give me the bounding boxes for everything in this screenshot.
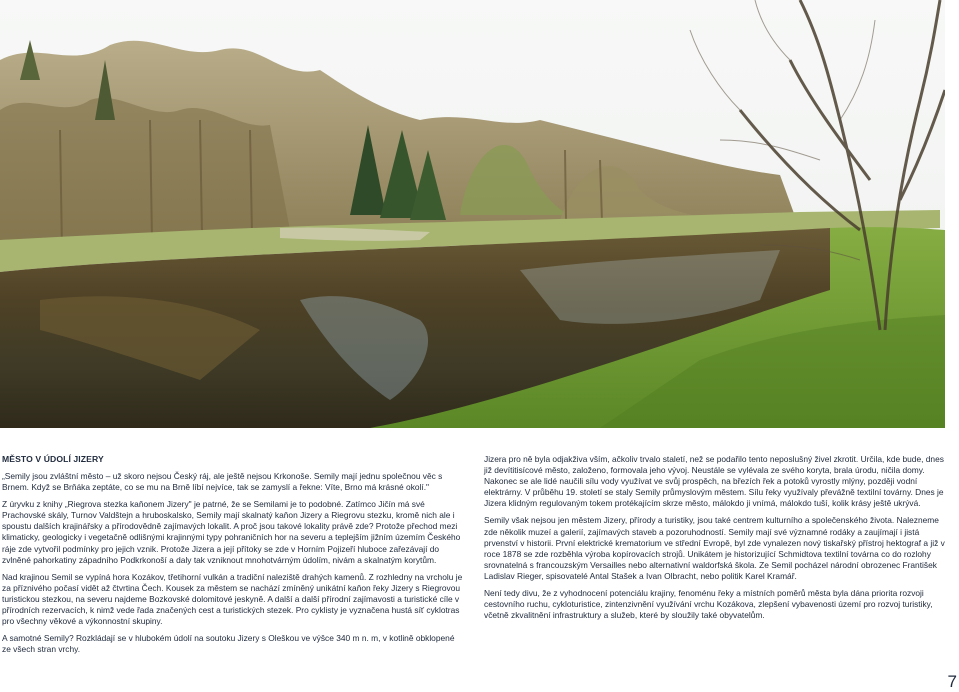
page-number: 7 — [947, 672, 957, 691]
right-text-column — [484, 454, 946, 627]
paragraph-culture: Semily však nejsou jen městem Jizery, přírody a turistiky, jsou také centrem kulturního a společenského života. Nalezneme zde několik muzeí a galerií, zajímavých staveb a pozoruhodností. Semily mají své významné rodáky a zaujímají i jistá prvenství v historii. První elektrické krematorium ve střední Evropě, byl zde vynalezen nový tiskařský přístroj hektograf a již v roce 1878 se zde rozběhla výroba kopírovacích strojů. Unikátem je historizující Schmidtova textilní továrna co do rozlohy srovnatelná s francouzským Versailles nebo alternativní waldorfská škola. Ze Semil pocházel národní obrozenec František Ladislav Rieger, spisovatelé Antal Stašek a Ivan Olbracht, nebo politik Karel Kramář. — [484, 515, 945, 581]
paragraph-kozakov: Nad krajinou Semil se vypíná hora Kozákov, třetihorní vulkán a tradiční naleziště drahých kamenů. Z rozhledny na vrcholu je za příznivého počasí vidět až čtvrtina Čech. Kousek za městem se nachází zmíněný unikátní kaňon řeky Jizery s Riegrovou turistickou stezkou, na severu najdeme Bozkovské dolomitové jeskyně. A další a další přírodní zajímavosti a turistické cíle v přírodních rezervacích, k nimž vede řada značených cest a turistických stezek. Pro cyklisty je vyznačena hustá síť cyklotras pro všechny věkové a výkonnostní skupiny. — [2, 571, 463, 627]
paragraph-tourism-priority: Není tedy divu, že z vyhodnocení potenciálu krajiny, fenoménu řeky a místních poměrů města byla dána priorita rozvoji cestovního ruchu, cykloturistice, zintenzivnění využívání vrchu Kozákova, zlepšení vybavenosti území pro rozvoj turistiky, včetně zkvalitnění infrastruktury a služeb, které by sloužily také obyvatelům. — [484, 588, 933, 621]
paragraph-jizera-history: Jizera pro ně byla odjakživa vším, ačkoliv trvalo staletí, než se podařilo tento neposlušný živel zkrotit. Určila, kde bude, dnes již devítitisícové město, založeno, formovala jeho vývoj. Neustále se vylévala ze svého koryta, brala úrodu, ničila domy. Nakonec se ale lidé naučili sílu vody využívat ve svůj prospěch, na březích řek a potoků vyrostly mlýny, později vodní elektrárny. V průběhu 19. století se staly Semily průmyslovým městem. Sílu řeky využívaly převážně textilní továrny. Dnes je Jizera klidným regulovaným tokem protékajícím skrze město, málokdo ji vnímá, málokdo tuší, kolik krásy ještě ukrývá. — [484, 454, 944, 509]
left-text-column — [2, 454, 464, 661]
paragraph-landscape: Z úryvku z knihy „Riegrova stezka kaňonem Jizery" je patrné, že se Semilami je to podobné. Zatímco Jičín má své Prachovské skály, Turnov Valdštejn a hruboskalsko, Semily mají skalnatý kaňon Jizery a Riegrovu stezku, kromě nich ale i spoustu dalších krajinářsky a přírodovědně zajímavých lokalit. A proč jsou takové lokality právě zde? Protože přechod mezi klimaticky, geologicky i vegetačně odlišnými krajinnými typy pohraničních hor na severu a teplejším jižním územím Českého ráje zde vytvořil podmínky pro jejich vznik. Protože Jizera a její přítoky se zde v Horním Pojizeří hluboce zařezávají do zvlněné pahorkatiny západního Podkrkonoší a daly tak vzniknout mnohotvárným údolím, nivám a skalnatým korytům. — [2, 499, 461, 565]
intro-quote: „Semily jsou zvláštní město – už skoro nejsou Český ráj, ale ještě nejsou Krkonoše. Semily mají jednu společnou věc s Brnem. Když se Brňáka zeptáte, co se mu na Brně líbí nejvíce, tak se zamyslí a řekne: Víte, Brno má krásné okolí." — [2, 471, 443, 493]
section-heading: MĚSTO V ÚDOLÍ JIZERY — [2, 454, 104, 464]
paragraph-semily-location: A samotné Semily? Rozkládají se v hlubokém údolí na soutoku Jizery s Oleškou ve výšce 340 m n. m, v kotlině obklopené ze všech stran vrchy. — [2, 633, 455, 655]
